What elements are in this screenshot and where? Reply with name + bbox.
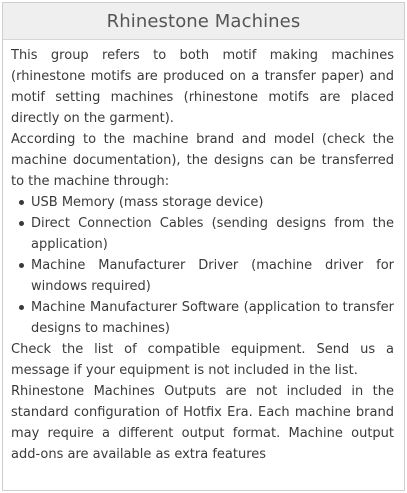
panel-title: Rhinestone Machines <box>106 10 301 32</box>
compatibility-paragraph: Check the list of compatible equipment. Send us a message if your equipment is not included in the list. <box>11 342 394 378</box>
list-item-manufacturer-driver: Machine Manufacturer Driver (machine driver for windows required) <box>31 255 394 297</box>
list-item-manufacturer-software: Machine Manufacturer Software (application to transfer designs to machines) <box>31 297 394 339</box>
outputs-paragraph: Rhinestone Machines Outputs are not included in the standard configuration of Hotfix Era. Each machine brand may require a different output format. Machine output add-ons are available as extra features <box>11 384 394 462</box>
panel-body <box>3 40 404 465</box>
intro-paragraph: This group refers to both motif making machines (rhinestone motifs are produced on a transfer paper) and motif setting machines (rhinestone motifs are placed directly on the garment). <box>11 48 394 126</box>
transfer-methods-list <box>11 192 394 339</box>
list-item-direct-cables: Direct Connection Cables (sending designs from the application) <box>31 213 394 255</box>
info-panel <box>2 2 405 491</box>
transfer-paragraph: According to the machine brand and model (check the machine documentation), the designs can be transferred to the machine through: <box>11 132 394 189</box>
panel-header <box>3 3 404 40</box>
list-item-usb-memory: USB Memory (mass storage device) <box>31 192 394 213</box>
